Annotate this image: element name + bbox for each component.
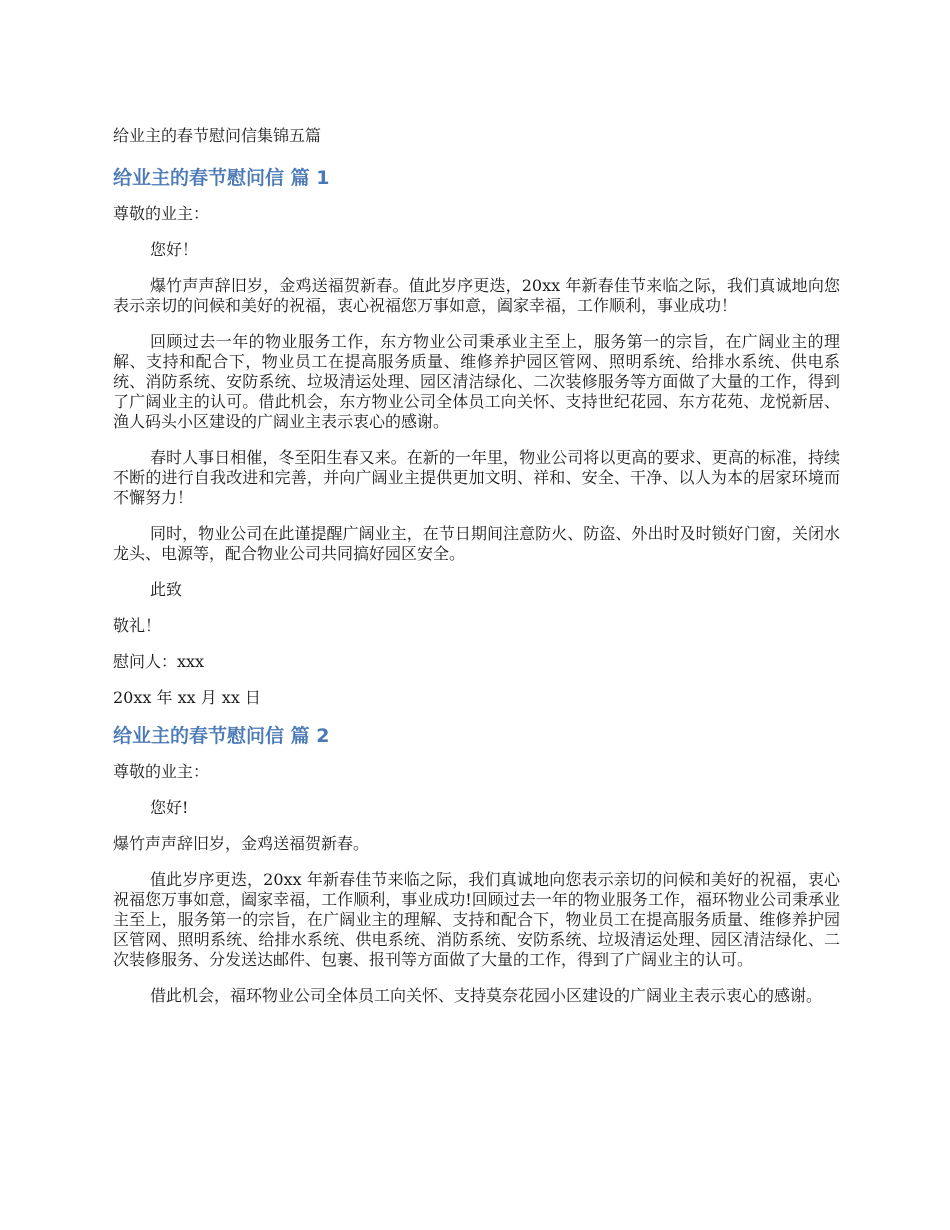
paragraph: 借此机会，福环物业公司全体员工向关怀、支持莫奈花园小区建设的广阔业主表示衷心的感谢。 — [150, 986, 823, 1005]
paragraph: 同时，物业公司在此谨提醒广阔业主，在节日期间注意防火、防盗、外出时及时锁好门窗，关闭水龙头、电源等，配合物业公司共同搞好园区安全。 — [113, 524, 840, 563]
paragraph: 值此岁序更迭，20xx 年新春佳节来临之际，我们真诚地向您表示亲切的问候和美好的祝福，衷心祝福您万事如意，阖家幸福，工作顺利，事业成功!回顾过去一年的物业服务工作，福环物业公司秉承业主至上，服务第一的宗旨，在广阔业主的理解、支持和配合下，物业员工在提高服务质量、维修养护园区管网、照明系统、给排水系统、供电系统、消防系统、安防系统、垃圾清运处理、园区清洁绿化、二次装修服务、分发送达邮件、包裹、报刊等方面做了大量的工作，得到了广阔业主的认可。 — [113, 870, 840, 969]
paragraph: 春时人事日相催，冬至阳生春又来。在新的一年里，物业公司将以更高的要求、更高的标准，持续不断的进行自我改进和完善，并向广阔业主提供更加文明、祥和、安全、干净、以人为本的居家环境而不懈努力！ — [113, 448, 840, 507]
document-title: 给业主的春节慰问信集锦五篇 — [113, 126, 322, 145]
greeting: 您好！ — [150, 240, 199, 259]
salutation: 尊敬的业主： — [113, 204, 210, 223]
document-body — [113, 166, 840, 1006]
date-line: 20xx 年 xx 月 xx 日 — [113, 688, 261, 707]
section-heading-2: 给业主的春节慰问信 篇 2 — [113, 725, 330, 747]
paragraph: 回顾过去一年的物业服务工作，东方物业公司秉承业主至上，服务第一的宗旨，在广阔业主的理解、支持和配合下，物业员工在提高服务质量、维修养护园区管网、照明系统、给排水系统、供电系统、消防系统、安防系统、垃圾清运处理、园区清洁绿化、二次装修服务等方面做了大量的工作，得到了广阔业主的认可。借此机会，东方物业公司全体员工向关怀、支持世纪花园、东方花苑、龙悦新居、渔人码头小区建设的广阔业主表示衷心的感谢。 — [113, 332, 840, 431]
regards-line: 敬礼！ — [113, 616, 162, 635]
opening-line: 爆竹声声辞旧岁，金鸡送福贺新春。 — [113, 834, 370, 853]
section-heading-1: 给业主的春节慰问信 篇 1 — [113, 167, 330, 189]
paragraph: 爆竹声声辞旧岁，金鸡送福贺新春。值此岁序更迭，20xx 年新春佳节来临之际，我们真诚地向您表示亲切的问候和美好的祝福，衷心祝福您万事如意，阖家幸福，工作顺利，事业成功！ — [113, 276, 840, 315]
greeting: 您好! — [150, 798, 189, 817]
signer-line: 慰问人：xxx — [113, 652, 205, 671]
closing-line: 此致 — [150, 580, 183, 599]
salutation: 尊敬的业主： — [113, 762, 210, 781]
